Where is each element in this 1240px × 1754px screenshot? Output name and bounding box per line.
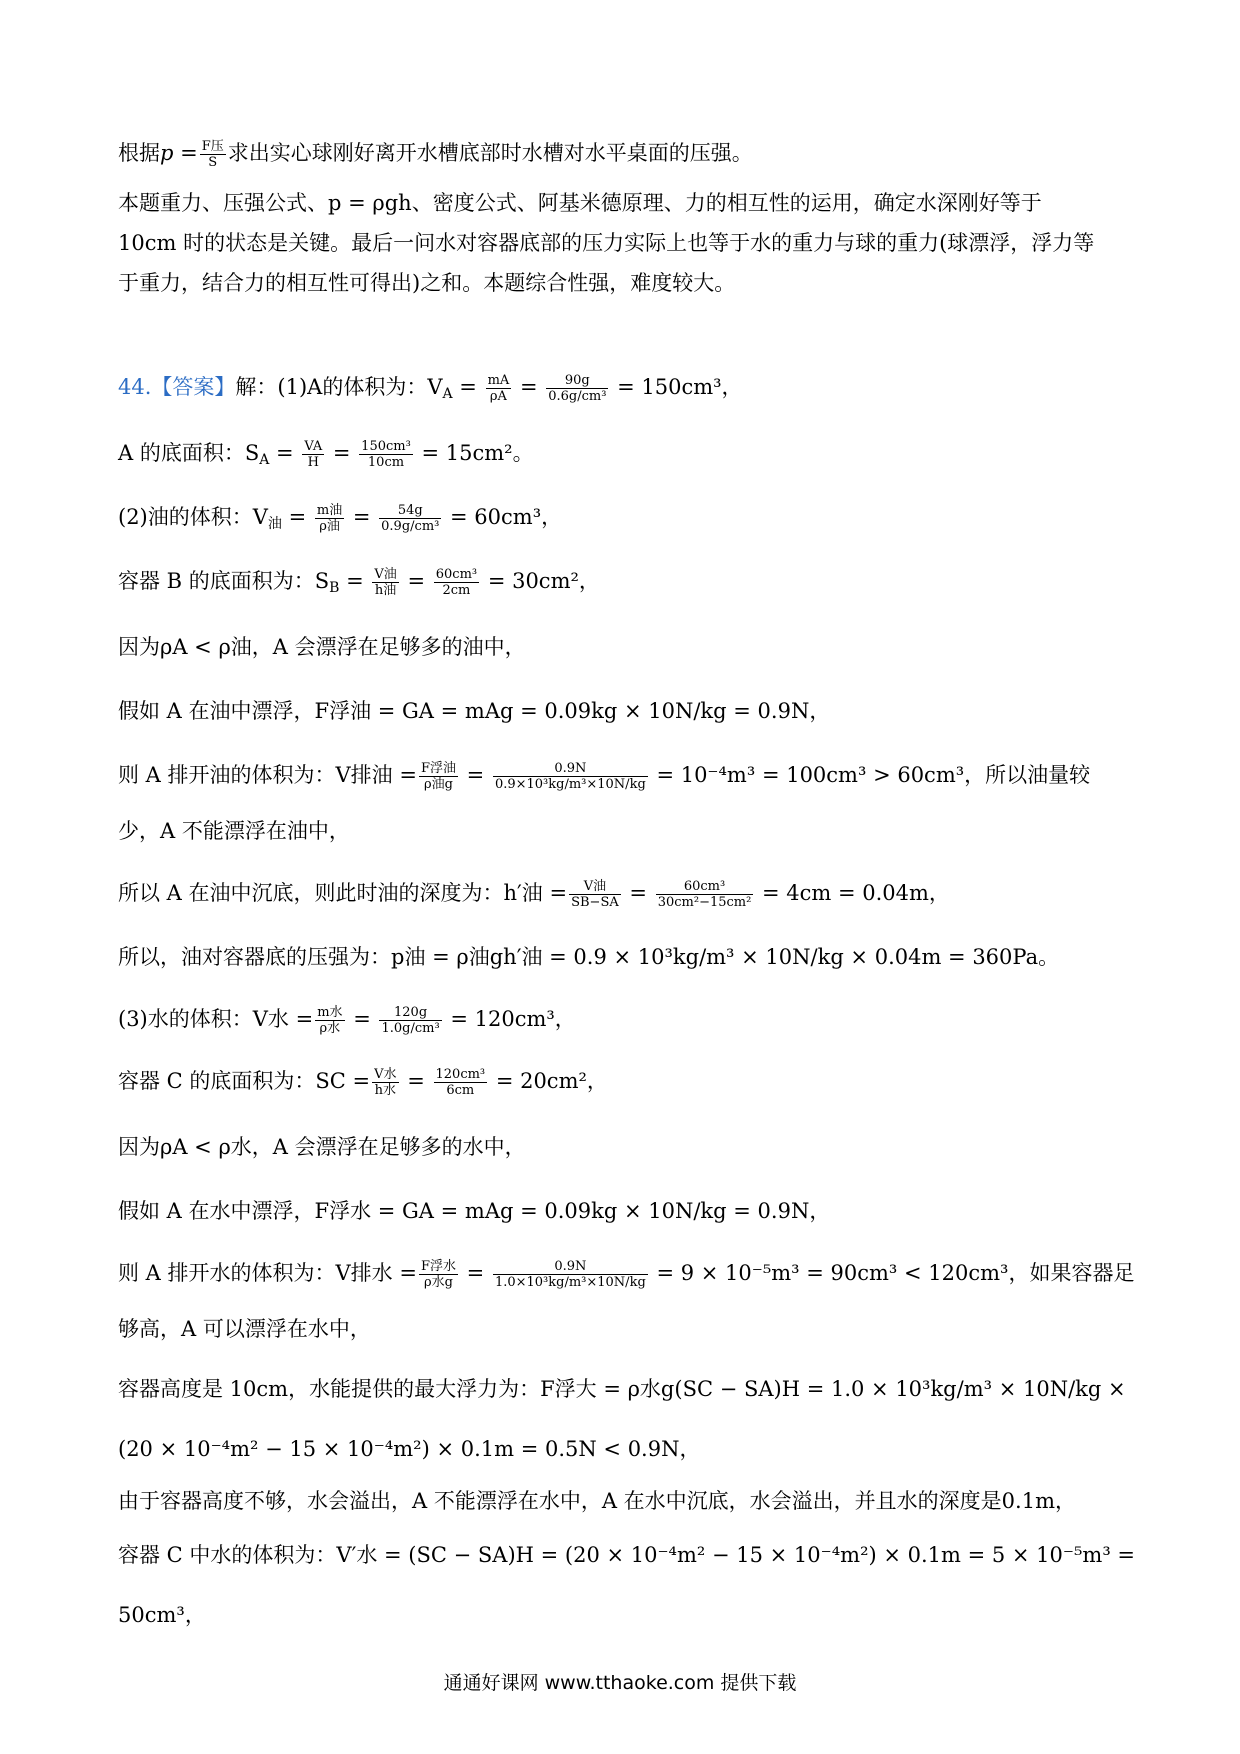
- text-line: 于重力，结合力的相互性可得出)之和。本题综合性强，难度较大。: [118, 271, 736, 295]
- text-line: 本题重力、压强公式、p = ρgh、密度公式、阿基米德原理、力的相互性的运用，确定水深刚好等于: [118, 191, 1042, 215]
- text-line: 容器高度是 10cm，水能提供的最大浮力为：F浮大 = ρ水g(SC − SA)H = 1.0 × 10³kg/m³ × 10N/kg ×: [118, 1377, 1126, 1401]
- fraction: $\frac{\text{150cm³}}{10cm}$: [361, 439, 411, 470]
- fraction: $\frac{\text{m水}}{\text{ρ水}}$: [317, 1005, 343, 1036]
- answer-line-4: 容器 B 的底面积为：$S_B$ = $\frac{\text{V油}}{\text{h油}}$ = $\frac{\text{60cm³}}{2cm}$ = 30cm²，: [118, 567, 600, 598]
- answer-tag: 【答案】: [151, 375, 236, 399]
- fraction: $\frac{0.9N}{\text{1.0×10³kg/m³×10N/kg}}$: [494, 1259, 646, 1290]
- fraction: $\frac{\text{V水}}{\text{h水}}$: [374, 1067, 397, 1098]
- text-line: (3)水的体积：V水 = $\frac{\text{m水}}{\text{ρ水}}$ = $\frac{120g}{\text{1.0g/cm³}}$ = 120cm³，: [118, 1005, 576, 1036]
- fraction: $\frac{0.9N}{\text{0.9×10³kg/m³×10N/kg}}$: [494, 761, 646, 792]
- fraction: $\frac{\text{F浮水}}{\text{ρ水g}}$: [420, 1259, 456, 1290]
- answer-line-2: A 的底面积：$S_A$ = $\frac{VA}{H}$ = $\frac{\text{150cm³}}{10cm}$ = 15cm²。: [118, 439, 534, 470]
- text-line: (20 × 10⁻⁴m² − 15 × 10⁻⁴m²) × 0.1m = 0.5N < 0.9N，: [118, 1437, 701, 1461]
- text-line: 够高，A 可以漂浮在水中，: [118, 1317, 371, 1341]
- fraction: $\frac{54g}{\text{0.9g/cm³}}$: [381, 503, 440, 534]
- text-line: 容器 C 中水的体积为：V′水 = (SC − SA)H = (20 × 10⁻⁴m² − 15 × 10⁻⁴m²) × 0.1m = 5 × 10⁻⁵m³ =: [118, 1543, 1136, 1567]
- fraction: $\frac{\text{m油}}{\text{ρ油}}$: [316, 503, 343, 534]
- page-footer: 通通好课网 www.tthaoke.com 提供下载: [443, 1672, 797, 1694]
- text-line: 少，A 不能漂浮在油中，: [118, 819, 350, 843]
- text-line: 因为ρA < ρ水，A 会漂浮在足够多的水中，: [118, 1135, 526, 1159]
- answer-line-1: 44.【答案】解：(1)A的体积为：$V_A$ = $\frac{mA}{\rho A}$ = $\frac{90g}{\text{0.6g/cm³}}$ = 150cm³，: [118, 373, 743, 404]
- fraction: $\frac{\text{V油}}{\text{h油}}$: [374, 567, 397, 598]
- fraction: $\frac{\text{60cm³}}{2cm}$: [435, 567, 478, 598]
- text-line: 则 A 排开油的体积为：V排油 = $\frac{\text{F浮油}}{\text{ρ油g}}$ = $\frac{0.9N}{\text{0.9×10³kg/m³×10N/kg}}$ = 10⁻⁴m³ = 100cm³ > 60cm³，所以油量较: [118, 761, 1091, 792]
- fraction: $\frac{\text{120cm³}}{6cm}$: [435, 1067, 486, 1098]
- fraction: $\frac{mA}{\rho A}$: [487, 373, 510, 404]
- fraction: $\frac{\text{V油}}{SB-SA}$: [571, 879, 619, 910]
- fraction: $\frac{\text{F浮油}}{\text{ρ油g}}$: [420, 761, 456, 792]
- text-line: 50cm³，: [118, 1603, 206, 1627]
- text-line: 10cm 时的状态是关键。最后一问水对容器底部的压力实际上也等于水的重力与球的重力(球漂浮，浮力等: [118, 231, 1095, 255]
- fraction: $\frac{\text{F压}}{S}$: [201, 139, 224, 170]
- text-line: 容器 C 的底面积为：SC = $\frac{\text{V水}}{\text{h水}}$ = $\frac{\text{120cm³}}{6cm}$ = 20cm²，: [118, 1067, 608, 1098]
- text-line: 所以 A 在油中沉底，则此时油的深度为：h′油 = $\frac{\text{V油}}{SB-SA}$ = $\frac{\text{60cm³}}{\text{30cm²−15cm²}}$ = 4cm = 0.04m，: [118, 879, 950, 910]
- answer-line-3: (2)油的体积：$V_油$ = $\frac{\text{m油}}{\text{ρ油}}$ = $\frac{54g}{\text{0.9g/cm³}}$ = 60cm³，: [118, 503, 563, 534]
- fraction: $\frac{VA}{H}$: [304, 439, 323, 470]
- text-line: 则 A 排开水的体积为：V排水 = $\frac{\text{F浮水}}{\text{ρ水g}}$ = $\frac{0.9N}{\text{1.0×10³kg/m³×10N/kg}}$ = 9 × 10⁻⁵m³ = 90cm³ < 120cm³，如果容器足: [118, 1259, 1135, 1290]
- text-line: [118, 138, 1140, 170]
- formula: p =: [160, 141, 198, 165]
- question-number: 44.: [118, 375, 152, 399]
- text: 求出实心球刚好离开水槽底部时水槽对水平桌面的压强。: [227, 141, 753, 165]
- text-line: 所以，油对容器底的压强为：p油 = ρ油gh′油 = 0.9 × 10³kg/m³ × 10N/kg × 0.04m = 360Pa。: [118, 945, 1060, 969]
- text-line: 假如 A 在油中漂浮，F浮油 = GA = mAg = 0.09kg × 10N/kg = 0.9N，: [118, 699, 831, 723]
- text: 解：(1)A的体积为：V: [235, 375, 443, 399]
- text-line: 因为ρA < ρ油，A 会漂浮在足够多的油中，: [118, 635, 526, 659]
- text-line: 由于容器高度不够，水会溢出，A 不能漂浮在水中，A 在水中沉底，水会溢出，并且水的深度是0.1m，: [118, 1489, 1076, 1513]
- fraction: $\frac{120g}{\text{1.0g/cm³}}$: [381, 1005, 440, 1036]
- fraction: $\frac{\text{60cm³}}{\text{30cm²−15cm²}}$: [657, 879, 752, 910]
- text-line: 假如 A 在水中漂浮，F浮水 = GA = mAg = 0.09kg × 10N/kg = 0.9N，: [118, 1199, 831, 1223]
- text: 根据: [118, 141, 160, 165]
- fraction: $\frac{90g}{\text{0.6g/cm³}}$: [548, 373, 607, 404]
